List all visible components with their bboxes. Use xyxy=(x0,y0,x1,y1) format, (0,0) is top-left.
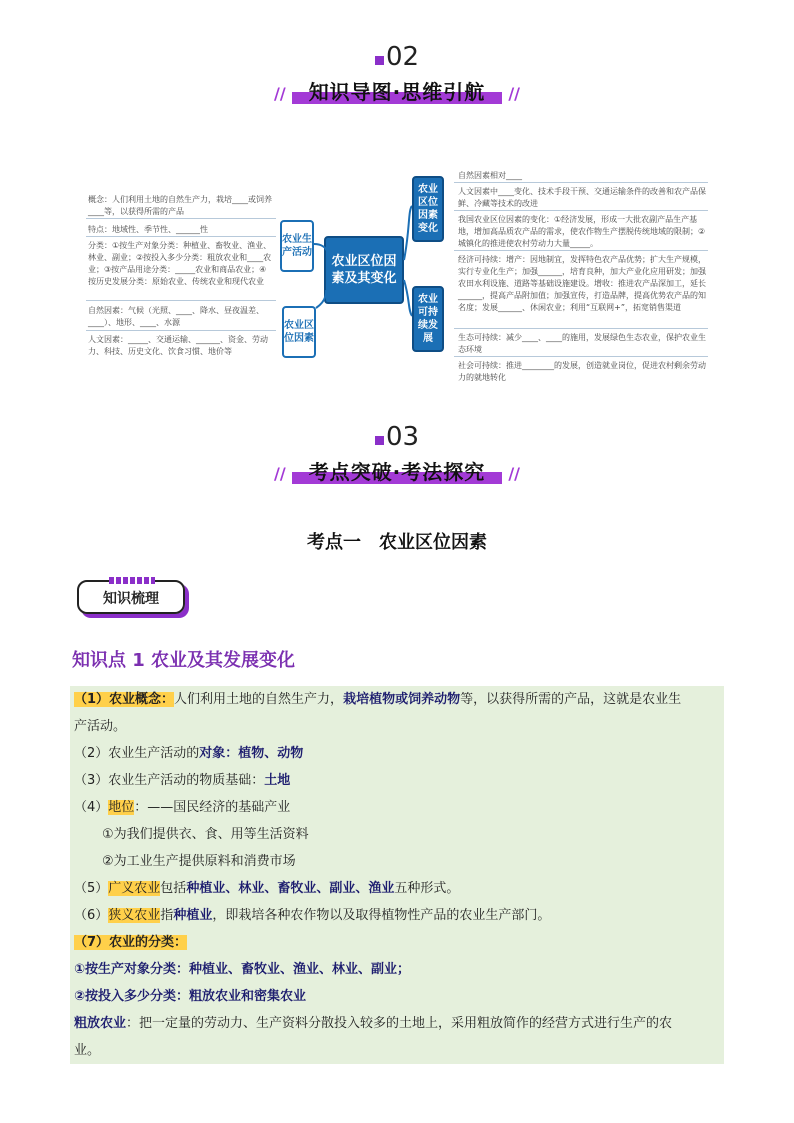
row-extensive: 粗放农业：把一定量的劳动力、生产资料分散投入较多的土地上，采用粗放简作的经营方式进行生产的农 xyxy=(74,1016,673,1031)
mm-text-human: 人文因素：_____、交通运输、______、资金、劳动力、科技、历史文化、饮食习惯、地价等 xyxy=(88,335,268,356)
mm-text-features: 特点：地域性、季节性、______性 xyxy=(88,225,208,234)
section-02-banner: // 知识导图·思维引航 // xyxy=(280,76,514,106)
section-03-number: 03 xyxy=(0,422,794,452)
mm-text-concept: 概念：人们利用土地的自然生产力，栽培____或饲养____等，以获得所需的产品 xyxy=(88,195,272,216)
knowledge-point-title: 知识点 1 农业及其发展变化 xyxy=(72,650,296,671)
row-status-2: ②为工业生产提供原料和消费市场 xyxy=(102,854,296,869)
row-narrow: （6）狭义农业指种植业，即栽培各种农作物以及取得植物性产品的农业生产部门。 xyxy=(74,908,551,923)
row-class-input: ②按投入多少分类：粗放农业和密集农业 xyxy=(74,989,307,1004)
section-03-title: 考点突破·考法探究 xyxy=(308,460,486,484)
kaodian-title: 考点一 农业区位因素 xyxy=(307,532,487,553)
mm-text-social: 社会可持续：推进________的发展，创造就业岗位，促进农村剩余劳动力的就地转化 xyxy=(458,361,706,382)
row-status: （4）地位：——国民经济的基础产业 xyxy=(74,800,291,815)
mm-text-ecological: 生态可持续：减少____、____的施用，发展绿色生态农业，保护农业生态环境 xyxy=(458,333,706,354)
mm-text-natural-stable: 自然因素相对____ xyxy=(458,171,522,180)
mm-text-economic: 经济可持续：增产：因地制宜，发挥特色农产品优势；扩大生产规模，实行专业化生产；加强______，培育良种，加大产业化应用研发；加强农田水利设施、道路等基础设施建设。增收：推进农产品深加工，延长______，提高产品附加值；加强宣传，打造品牌，提高优势农产品的知名度；发展______、休闲农业；利用“互联网+”，拓宽销售渠道 xyxy=(458,255,706,312)
node-agri-activity: 农业生产活动 xyxy=(280,220,314,272)
mm-text-natural: 自然因素：气候（光照、____、降水、昼夜温差、____）、地形、____、水源 xyxy=(88,306,264,327)
content-box xyxy=(70,686,724,1064)
section-03-banner: // 考点突破·考法探究 // xyxy=(280,456,514,486)
row-object: （2）农业生产活动的对象：植物、动物 xyxy=(74,746,304,761)
section-02-number: 02 xyxy=(0,42,794,72)
mm-text-human-change: 人文因素中____变化、技术手段干预、交通运输条件的改善和农产品保鲜、冷藏等技术的改进 xyxy=(458,187,706,208)
node-location-factors: 农业区位因素 xyxy=(282,306,316,358)
row-broad: （5）广义农业包括种植业、林业、畜牧业、副业、渔业五种形式。 xyxy=(74,881,460,896)
knowledge-review-label: 知识梳理 xyxy=(77,580,185,614)
row-concept-cont: 产活动。 xyxy=(74,719,127,734)
mm-text-classification: 分类：①按生产对象分类：种植业、畜牧业、渔业、林业、副业；②按投入多少分类：粗放农业和____农业；③按产品用途分类：_____农业和商品农业；④按历史发展分类：原始农业、传统农业和现代农业 xyxy=(88,241,272,286)
section-02-title: 知识导图·思维引航 xyxy=(308,80,486,104)
mm-text-china-change: 我国农业区位因素的变化：①经济发展，形成一大批农副产品生产基地，增加高品质农产品的需求，使农作物生产摆脱传统地域的限制；②城镇化的推进使农村劳动力大量_____。 xyxy=(458,215,706,248)
node-center: 农业区位因素及其变化 xyxy=(324,236,404,304)
row-basis: （3）农业生产活动的物质基础：土地 xyxy=(74,773,291,788)
row-extensive-cont: 业。 xyxy=(74,1043,101,1058)
row-concept: （1）农业概念：人们利用土地的自然生产力，栽培植物或饲养动物等，以获得所需的产品，这就是农业生 xyxy=(74,692,682,707)
row-status-1: ①为我们提供衣、食、用等生活资料 xyxy=(102,827,309,842)
node-factor-change: 农业区位因素变化 xyxy=(412,176,444,242)
row-classification: （7）农业的分类： xyxy=(74,935,188,950)
node-sustainable: 农业可持续发展 xyxy=(412,286,444,352)
row-class-object: ①按生产对象分类：种植业、畜牧业、渔业、林业、副业； xyxy=(74,962,411,977)
